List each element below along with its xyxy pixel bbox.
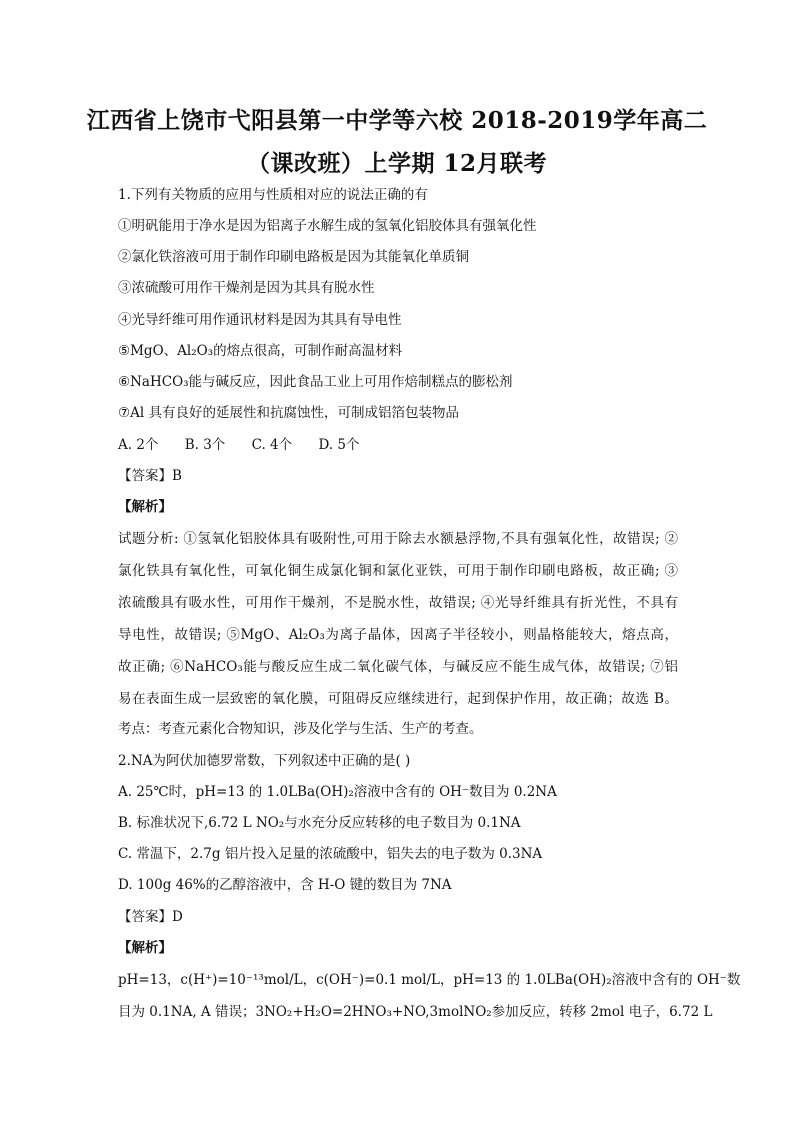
question-1-analysis-line: 故正确; ⑥NaHCO₃能与酸反应生成二氧化碳气体，与碱反应不能生成气体，故错误; ⑦铝 bbox=[118, 659, 678, 675]
question-2-option-c: C. 常温下，2.7g 铝片投入足量的浓硫酸中，铝失去的电子数为 0.3NA bbox=[118, 846, 543, 862]
question-2-answer: 【答案】D bbox=[118, 909, 183, 925]
question-1-analysis-line: 试题分析: ①氢氧化铝胶体具有吸附性,可用于除去水额悬浮物,不具有强氧化性，故错误; ② bbox=[118, 531, 678, 547]
option-a: A. 2个 bbox=[118, 437, 159, 453]
option-b: B. 3个 bbox=[184, 437, 226, 453]
question-1-item: ③浓硫酸可用作干燥剂是因为其具有脱水性 bbox=[118, 280, 375, 296]
question-1-note: 考点：考查元素化合物知识，涉及化学与生活、生产的考查。 bbox=[118, 721, 483, 737]
question-2-option-a: A. 25℃时，pH=13 的 1.0LBa(OH)₂溶液中含有的 OH⁻数目为 0.2NA bbox=[118, 784, 557, 800]
option-c: C. 4个 bbox=[251, 437, 293, 453]
question-2-stem: 2.NA为阿伏加德罗常数，下列叙述中正确的是( ) bbox=[118, 753, 411, 769]
question-1-item: ②氯化铁溶液可用于制作印刷电路板是因为其能氧化单质铜 bbox=[118, 249, 469, 265]
question-2-analysis-line: 目为 0.1NA, A 错误；3NO₂+H₂O=2HNO₃+NO,3molNO₂参加反应，转移 2mol 电子，6.72 L bbox=[118, 1004, 713, 1020]
question-2-analysis-label: 【解析】 bbox=[118, 940, 172, 956]
question-1-answer: 【答案】B bbox=[118, 468, 182, 484]
question-1-analysis-line: 导电性，故错误; ⑤MgO、Al₂O₃为离子晶体，因离子半径较小，则晶格能较大，熔点高， bbox=[118, 627, 678, 643]
question-1-item: ⑤MgO、Al₂O₃的熔点很高，可制作耐高温材料 bbox=[118, 343, 403, 359]
question-2-option-d: D. 100g 46%的乙醇溶液中，含 H-O 键的数目为 7NA bbox=[118, 877, 452, 893]
question-1-item: ⑥NaHCO₃能与碱反应，因此食品工业上可用作焙制糕点的膨松剂 bbox=[118, 374, 513, 390]
question-1-options bbox=[118, 436, 381, 454]
option-d: D. 5个 bbox=[318, 437, 360, 453]
question-1-analysis-label: 【解析】 bbox=[118, 499, 172, 515]
page-title-line-2: （课改班）上学期 12月联考 bbox=[246, 150, 547, 177]
question-1-item: ⑦Al 具有良好的延展性和抗腐蚀性，可制成铝箔包装物品 bbox=[118, 405, 459, 421]
page-title-line-1: 江西省上饶市弋阳县第一中学等六校 2018-2019学年高二 bbox=[86, 107, 708, 134]
question-2-analysis-line: pH=13，c(H⁺)=10⁻¹³mol/L，c(OH⁻)=0.1 mol/L，pH=13 的 1.0LBa(OH)₂溶液中含有的 OH⁻数 bbox=[118, 972, 741, 988]
question-1-item: ④光导纤维可用作通讯材料是因为其具有导电性 bbox=[118, 312, 402, 328]
question-1-analysis-line: 氯化铁具有氧化性，可氧化铜生成氯化铜和氯化亚铁，可用于制作印刷电路板，故正确; ③ bbox=[118, 563, 678, 579]
question-1-analysis-line: 浓硫酸具有吸水性，可用作干燥剂，不是脱水性，故错误; ④光导纤维具有折光性，不具有 bbox=[118, 595, 678, 611]
question-1-item: ①明矾能用于净水是因为铝离子水解生成的氢氧化铝胶体具有强氧化性 bbox=[118, 218, 537, 234]
question-2-option-b: B. 标准状况下,6.72 L NO₂与水充分反应转移的电子数目为 0.1NA bbox=[118, 815, 521, 831]
question-1-analysis-line: 易在表面生成一层致密的氧化膜，可阻碍反应继续进行，起到保护作用，故正确；故选 B。 bbox=[118, 691, 678, 707]
question-1-stem: 1.下列有关物质的应用与性质相对应的说法正确的有 bbox=[118, 187, 428, 203]
